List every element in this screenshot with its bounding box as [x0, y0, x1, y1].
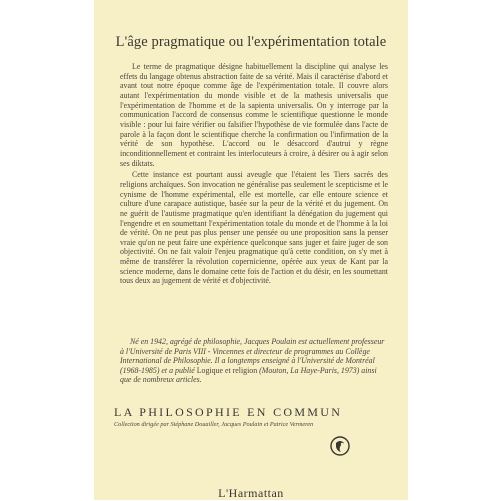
publisher-name: L'Harmattan: [218, 486, 284, 500]
author-bio-text: [120, 337, 388, 385]
publisher-logo-icon: [330, 436, 350, 456]
collection-editors: Collection dirigée par Stéphane Douailler, Jacques Poulain et Patrice Vermeren: [114, 421, 314, 428]
author-bio-part-1: Né en 1942, agrégé de philosophie, Jacques Poulain est actuellement professeur à l'Université de Paris VIII - Vincennes et directeur de programmes au Collège International de Philosophie. Il a longtemps enseigné à l'Université de Montréal (1968-1985) et a publié: [120, 337, 385, 375]
author-book-title: Logique et religion: [196, 365, 258, 375]
summary-text: [120, 62, 388, 288]
collection-name: LA PHILOSOPHIE EN COMMUN: [114, 405, 343, 419]
author-bio-part-2: (Mouton, La Haye-Paris, 1973) ainsi que de nombreux articles.: [120, 365, 377, 385]
summary-paragraph-1: Le terme de pragmatique désigne habituellement la discipline qui analyse les effets du langage obtenus abstraction faite de sa vérité. Mais il caractérise d'abord et avant tout notre époque comme âge de l'expérimentation totale. Il couvre alors autant l'expérimentation du monde visible et de la mathesis universalis que l'expérimentation de l'homme et de la sapienta universalis. On y interroge par la communication l'accord de consensus comme le scientifique questionne le monde visible : pour lui faire vérifier ou falsifier l'hypothèse de vie formulée dans l'acte de parole à la façon dont le scientifique cherche la confirmation ou l'infirmation de la vérité de son hypothèse. L'accord ou le désaccord d'autrui y règne inconditionnellement et contraint les interlocuteurs à croire, à désirer ou à agir selon ses diktats.: [120, 62, 388, 168]
author-bio: [120, 337, 388, 385]
book-back-cover: [94, 0, 408, 500]
book-title: L'âge pragmatique ou l'expérimentation totale: [115, 34, 387, 50]
summary-paragraph-2: Cette instance est pourtant aussi aveugle que l'étaient les Tiers sacrés des religions archaïques. Son invocation ne généralise pas seulement le scepticisme et le cynisme de l'homme expérimental, elle est mortelle, car elle entoure science et culture d'une carapace autistique, basée sur la peur de la vérité et du jugement. On ne guérit de l'autisme pragmatique qu'en identifiant la dénégation du jugement qui l'engendre et en soumettant l'expérimentation totale du monde et de l'homme à la loi de vérité. On ne peut pas plus penser une pensée ou une proposition sans la penser vraie qu'on ne peut faire une expérience quelconque sans juger et faire juger de son objectivité. On ne fait valoir l'enjeu pragmatique qu'à cette condition, on s'y met à même de transférer la révolution copernicienne, opérée aux yeux de Kant par la science moderne, dans le domaine cette fois de l'action et du désir, en les soumettant tous deux au jugement de vérité et d'objectivité.: [120, 170, 388, 286]
